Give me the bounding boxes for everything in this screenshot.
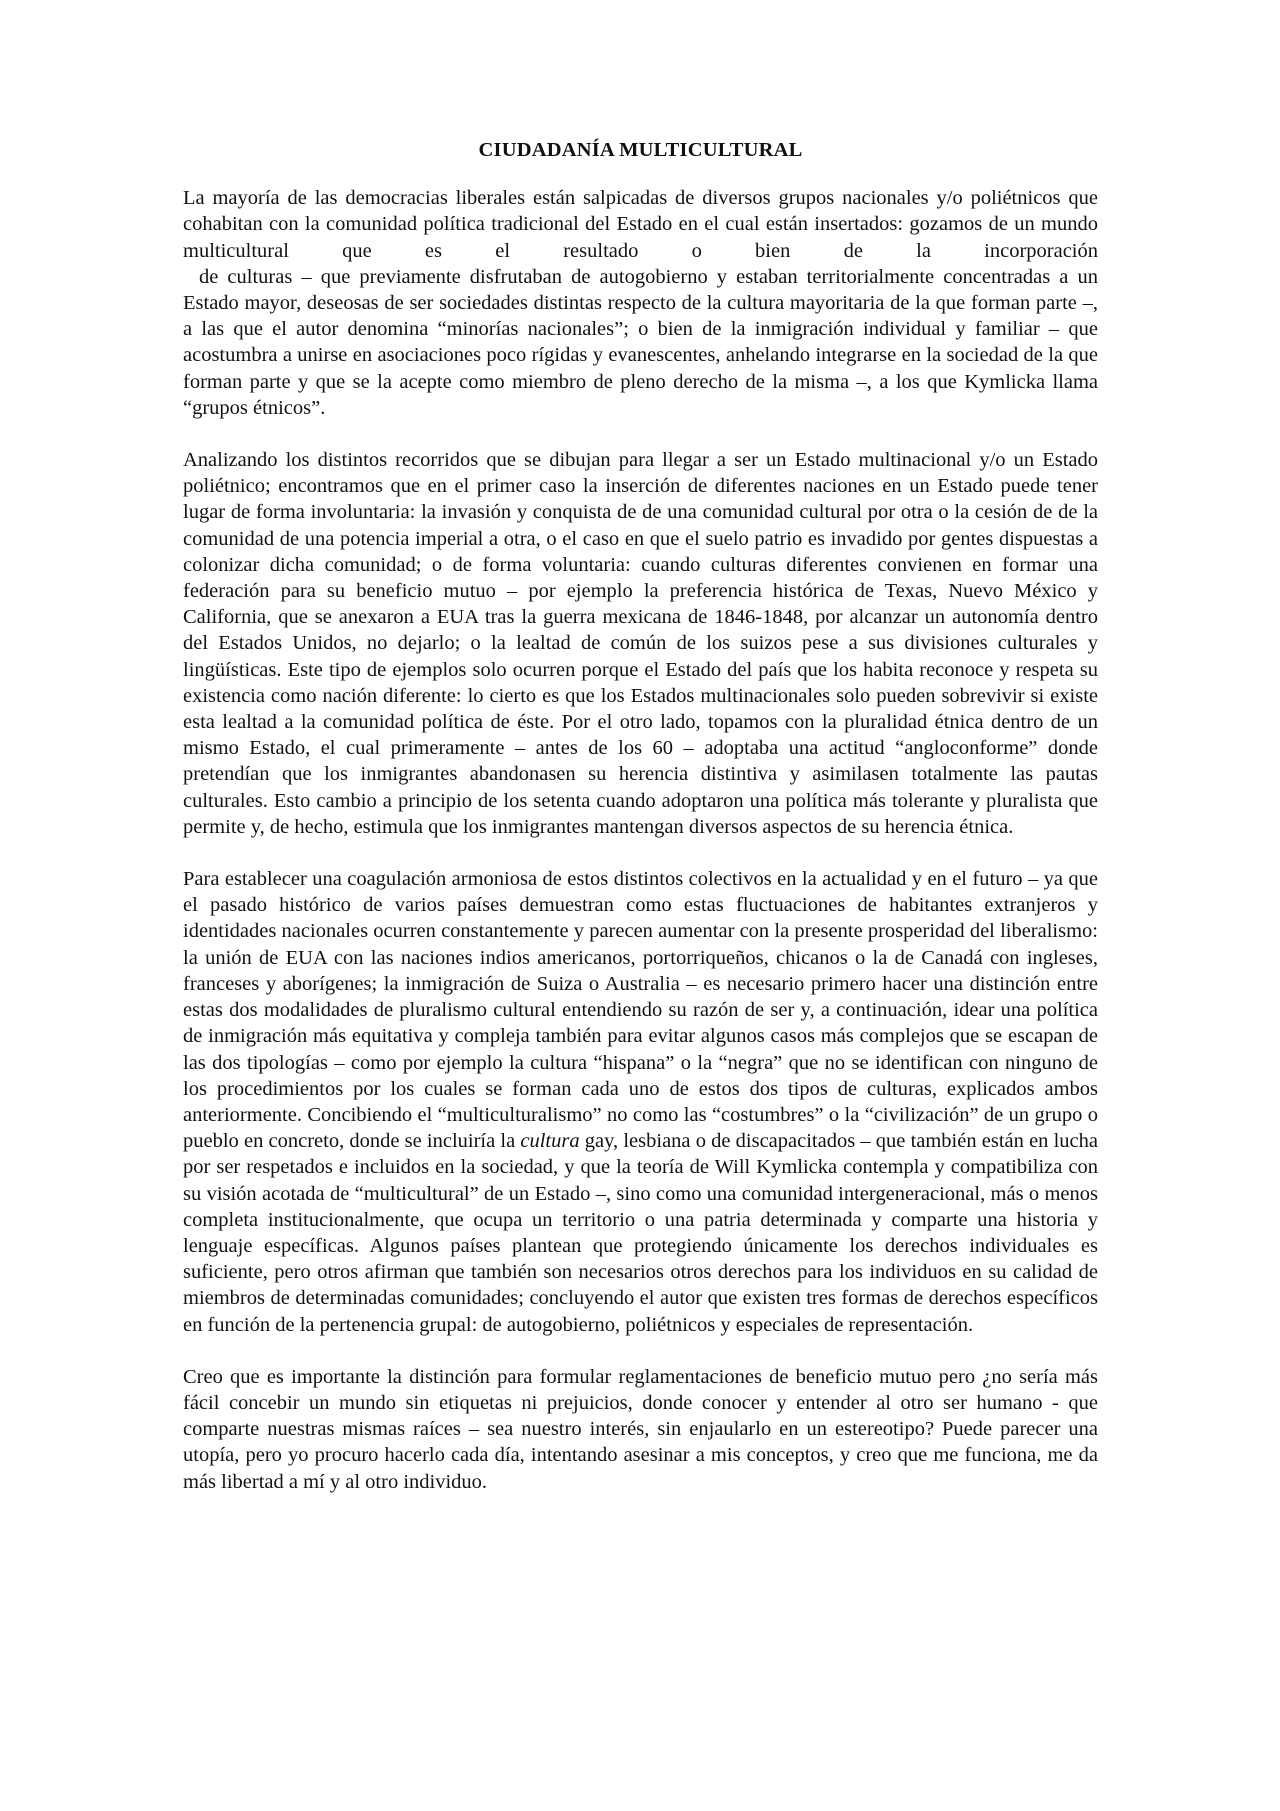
paragraph-3-text-after: gay, lesbiana o de discapacitados – que también están en lucha por ser respetados e incluidos en la sociedad, y que la teoría de Will Kymlicka contempla y compatibiliza con su visión acotada de “multicultural” de un Estado –, sino como una comunidad intergeneracional, más o menos completa institucionalmente, que ocupa un territorio o una patria determinada y comparte una historia y lenguaje específicas. Algunos países plantean que protegiendo únicamente los derechos individuales es suficiente, pero otros afirman que también son necesarios otros derechos para los individuos en su calidad de miembros de determinadas comunidades; concluyendo el autor que existen tres formas de derechos específicos en función de la pertenencia grupal: de autogobierno, poliétnicos y especiales de representación. xyxy=(183,1130,1099,1336)
paragraph-1-second-text: de culturas – que previamente disfrutaban de autogobierno y estaban territorialmente concentradas a un Estado mayor, deseosas de ser sociedades distintas respecto de la cultura mayoritaria de la que forman parte –, a las que el autor denomina “minorías nacionales”; o bien de la inmigración individual y familiar – que acostumbra a unirse en asociaciones poco rígidas y evanescentes, anhelando integrarse en la sociedad de la que forman parte y que se la acepte como miembro de pleno derecho de la misma –, a los que Kymlicka llama “grupos étnicos”. xyxy=(183,265,1098,419)
paragraph-3 xyxy=(183,866,1098,1338)
paragraph-1 xyxy=(183,185,1098,421)
document-page xyxy=(183,137,1098,1521)
paragraph-3-italic-word: cultura xyxy=(520,1130,580,1153)
paragraph-2: Analizando los distintos recorridos que se dibujan para llegar a ser un Estado multinacional y/o un Estado poliétnico; encontramos que en el primer caso la inserción de diferentes naciones en un Estado puede tener lugar de forma involuntaria: la invasión y conquista de de una comunidad cultural por otra o la cesión de de la comunidad de una potencia imperial a otra, o el caso en que el suelo patrio es invadido por gentes dispuestas a colonizar dicha comunidad; o de forma voluntaria: cuando culturas diferentes convienen en formar una federación para su beneficio mutuo – por ejemplo la preferencia histórica de Texas, Nuevo México y California, que se anexaron a EUA tras la guerra mexicana de 1846-1848, por alcanzar un autonomía dentro del Estados Unidos, no dejarlo; o la lealtad de común de los suizos pese a sus divisiones culturales y lingüísticas. Este tipo de ejemplos solo ocurren porque el Estado del país que los habita reconoce y respeta su existencia como nación diferente: lo cierto es que los Estados multinacionales solo pueden sobrevivir si existe esta lealtad a la comunidad política de éste. Por el otro lado, topamos con la pluralidad étnica dentro de un mismo Estado, el cual primeramente – antes de los 60 – adoptaba una actitud “angloconforme” donde pretendían que los inmigrantes abandonasen su herencia distintiva y asimilasen totalmente las pautas culturales. Esto cambio a principio de los setenta cuando adoptaron una política más tolerante y pluralista que permite y, de hecho, estimula que los inmigrantes mantengan diversos aspectos de su herencia étnica. xyxy=(183,449,1098,838)
paragraph-3-text-before: Para establecer una coagulación armoniosa de estos distintos colectivos en la actualidad y en el futuro – ya que el pasado histórico de varios países demuestran como estas fluctuaciones de habitantes extranjeros y identidades nacionales ocurren constantemente y parecen aumentar con la presente prosperidad del liberalismo: la unión de EUA con las naciones indios americanos, portorriqueños, chicanos o la de Canadá con ingleses, franceses y aborígenes; la inmigración de Suiza o Australia – es necesario primero hacer una distinción entre estas dos modalidades de pluralismo cultural entendiendo su razón de ser y, a continuación, idear una política de inmigración más equitativa y compleja también para evitar algunos casos más complejos que se escapan de las dos tipologías – como por ejemplo la cultura “hispana” o la “negra” que no se identifican con ninguno de los procedimientos por los cuales se forman cada uno de estos dos tipos de culturas, explicados ambos anteriormente. Concibiendo el “multiculturalismo” no como las “costumbres” o la “civilización” de un grupo o pueblo en concreto, donde se incluiría la xyxy=(183,868,1098,1153)
paragraph-1-first-part: La mayoría de las democracias liberales están salpicadas de diversos grupos nacionales y/o poliétnicos que cohabitan con la comunidad política tradicional del Estado en el cual están insertados: gozamos de un mundo multicultural que es el resultado o bien de la incorporación xyxy=(183,187,1098,262)
paragraph-4: Creo que es importante la distinción para formular reglamentaciones de beneficio mutuo pero ¿no sería más fácil concebir un mundo sin etiquetas ni prejuicios, donde conocer y entender al otro ser humano - que comparte nuestras mismas raíces – sea nuestro interés, sin enjaularlo en un estereotipo? Puede parecer una utopía, pero yo procuro hacerlo cada día, intentando asesinar a mis conceptos, y creo que me funciona, me da más libertad a mí y al otro individuo. xyxy=(183,1365,1098,1493)
paragraph-1-second-part xyxy=(183,264,1098,421)
document-title: CIUDADANÍA MULTICULTURAL xyxy=(478,139,803,161)
